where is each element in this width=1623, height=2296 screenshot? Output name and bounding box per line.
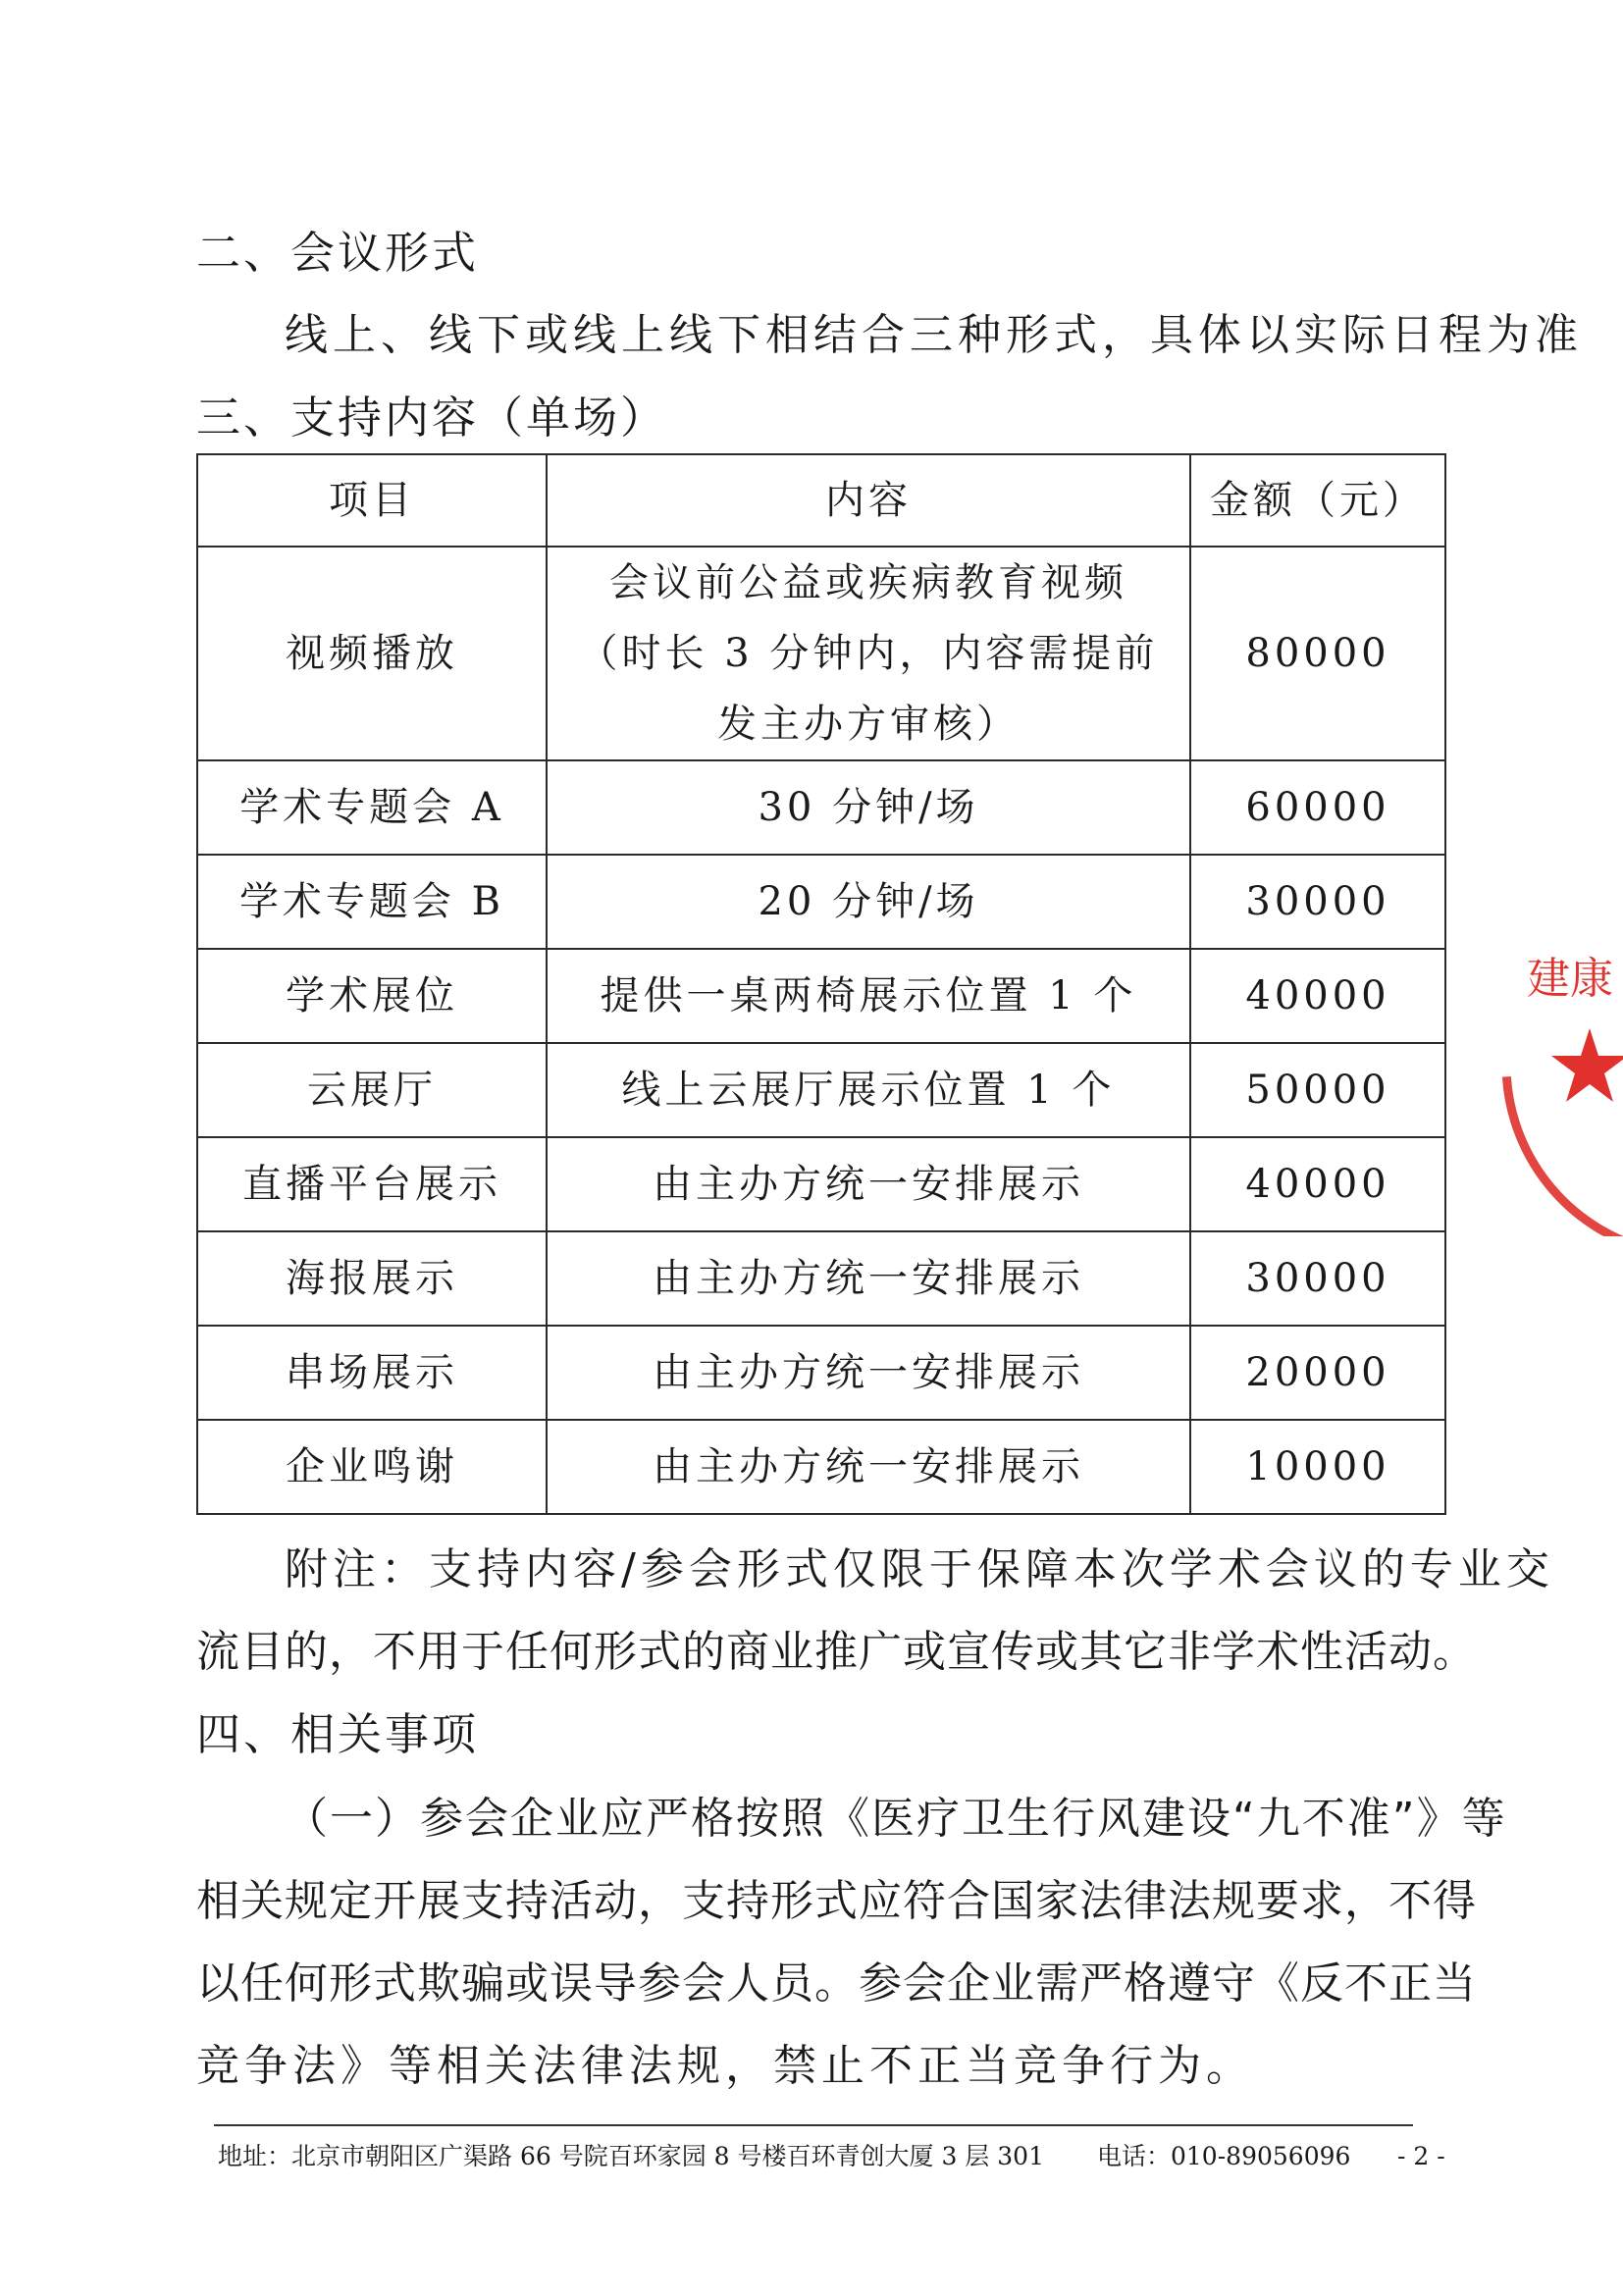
row-amount: 40000 xyxy=(1190,1137,1445,1231)
section-2-body: 线上、线下或线上线下相结合三种形式，具体以实际日程为准 xyxy=(285,310,1583,360)
row-content xyxy=(547,547,1190,760)
table-row xyxy=(197,1231,1445,1326)
row-item: 企业鸣谢 xyxy=(197,1420,547,1514)
footer-phone: 电话：010-89056096 xyxy=(1097,2142,1351,2170)
official-seal xyxy=(1492,913,1623,1236)
row-item: 串场展示 xyxy=(197,1326,547,1420)
header-content: 内容 xyxy=(547,454,1190,547)
row-amount: 30000 xyxy=(1190,1231,1445,1326)
table-row xyxy=(197,1420,1445,1514)
seal-graphic xyxy=(1492,913,1623,1236)
footer-address: 地址：北京市朝阳区广渠路 66 号院百环家园 8 号楼百环青创大厦 3 层 301 xyxy=(218,2142,1044,2170)
note-line-2: 流目的，不用于任何形式的商业推广或宣传或其它非学术性活动。 xyxy=(196,1627,1477,1677)
row-item: 学术展位 xyxy=(197,949,547,1043)
section-2-title: 二、会议形式 xyxy=(196,227,480,279)
item-1-line-4: 竞争法》等相关法律法规，禁止不正当竞争行为。 xyxy=(196,2041,1254,2091)
row-content: 30 分钟/场 xyxy=(547,760,1190,855)
row-item: 海报展示 xyxy=(197,1231,547,1326)
table-row xyxy=(197,760,1445,855)
row-content-line: 会议前公益或疾病教育视频 xyxy=(609,560,1127,605)
row-amount: 10000 xyxy=(1190,1420,1445,1514)
table-row xyxy=(197,949,1445,1043)
table-row xyxy=(197,855,1445,949)
row-amount: 40000 xyxy=(1190,949,1445,1043)
row-content: 提供一桌两椅展示位置 1 个 xyxy=(547,949,1190,1043)
row-content-line: （时长 3 分钟内，内容需提前 xyxy=(578,631,1159,676)
row-amount: 60000 xyxy=(1190,760,1445,855)
section-4-title: 四、相关事项 xyxy=(196,1708,480,1760)
seal-star-icon xyxy=(1551,1028,1623,1102)
row-item: 直播平台展示 xyxy=(197,1137,547,1231)
row-content: 20 分钟/场 xyxy=(547,855,1190,949)
table-header-row xyxy=(197,454,1445,547)
row-content: 由主办方统一安排展示 xyxy=(547,1137,1190,1231)
row-amount: 80000 xyxy=(1190,547,1445,760)
row-content: 由主办方统一安排展示 xyxy=(547,1420,1190,1514)
table-row xyxy=(197,1043,1445,1137)
section-3-title: 三、支持内容（单场） xyxy=(196,391,668,444)
row-item: 学术专题会 A xyxy=(197,760,547,855)
item-1-line-3: 以任何形式欺骗或误导参会人员。参会企业需严格遵守《反不正当 xyxy=(196,1958,1477,2009)
row-amount: 30000 xyxy=(1190,855,1445,949)
row-item: 学术专题会 B xyxy=(197,855,547,949)
row-content: 线上云展厅展示位置 1 个 xyxy=(547,1043,1190,1137)
table-row xyxy=(197,547,1445,760)
footer-rule xyxy=(214,2124,1413,2126)
table-row xyxy=(197,1137,1445,1231)
row-content: 由主办方统一安排展示 xyxy=(547,1326,1190,1420)
header-item: 项目 xyxy=(197,454,547,547)
row-item: 云展厅 xyxy=(197,1043,547,1137)
row-amount: 50000 xyxy=(1190,1043,1445,1137)
note-line-1: 附注：支持内容/参会形式仅限于保障本次学术会议的专业交 xyxy=(285,1544,1554,1594)
row-item: 视频播放 xyxy=(197,547,547,760)
row-content-line: 发主办方审核） xyxy=(717,702,1020,747)
support-table xyxy=(196,453,1446,1515)
header-amount: 金额（元） xyxy=(1190,454,1445,547)
table-row xyxy=(197,1326,1445,1420)
item-1-line-2: 相关规定开展支持活动，支持形式应符合国家法律法规要求，不得 xyxy=(196,1876,1477,1926)
page-number: - 2 - xyxy=(1397,2142,1445,2170)
item-1-line-1: （一）参会企业应严格按照《医疗卫生行风建设“九不准”》等 xyxy=(285,1794,1507,1844)
row-content: 由主办方统一安排展示 xyxy=(547,1231,1190,1326)
seal-text: 建康 xyxy=(1527,954,1613,1004)
row-amount: 20000 xyxy=(1190,1326,1445,1420)
